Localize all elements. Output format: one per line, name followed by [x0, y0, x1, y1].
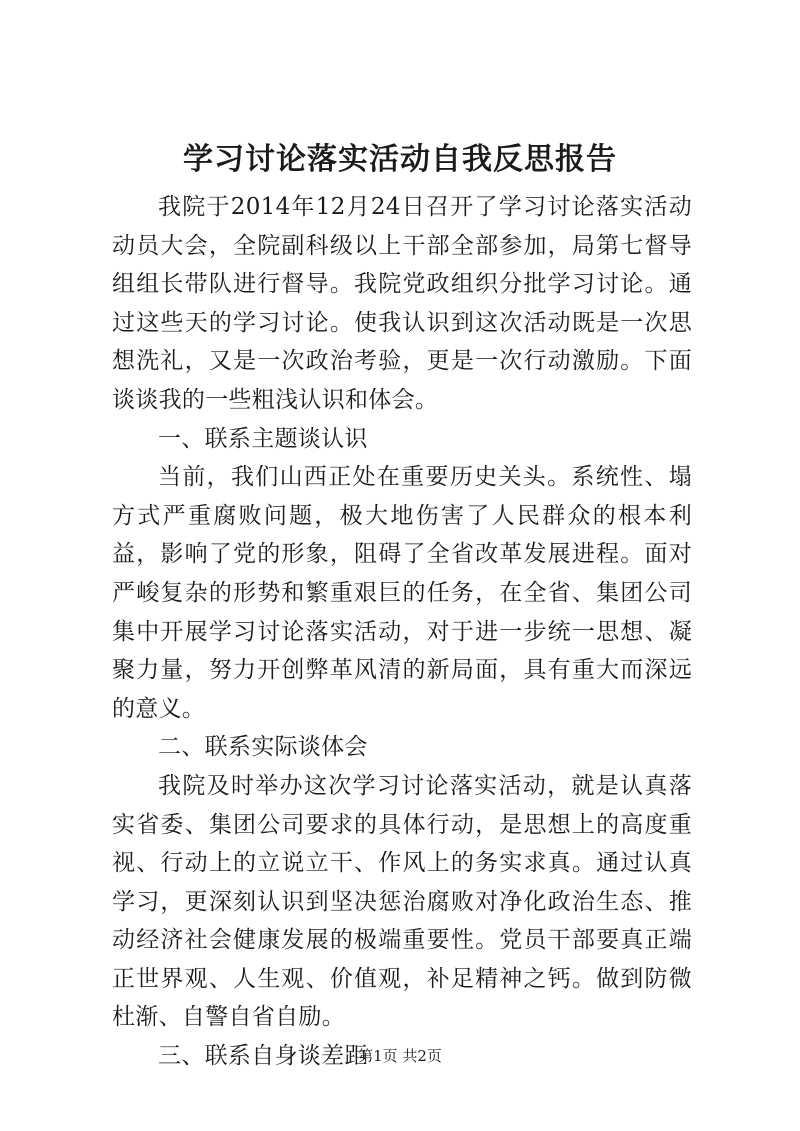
section-heading-1: 一、联系主题谈认识 [158, 425, 368, 452]
section-2-paragraph: 我院及时举办这次学习讨论落实活动，就是认真落实省委、集团公司要求的具体行动，是思想上的高度重视、行动上的立说立干、作风上的务实求真。通过认真学习，更深刻认识到坚决惩治腐败对净化政治生态、推动经济社会健康发展的极端重要性。党员干部要真正端正世界观、人生观、价值观，补足精神之钙。做到防微杜渐、自警自省自励。 [112, 772, 692, 1031]
section-heading-2: 二、联系实际谈体会 [158, 734, 368, 761]
document-body [112, 188, 692, 1076]
section-1-paragraph: 当前，我们山西正处在重要历史关头。系统性、塌方式严重腐败问题，极大地伤害了人民群众的根本利益，影响了党的形象，阻碍了全省改革发展进程。面对严峻复杂的形势和繁重艰巨的任务，在全省、集团公司集中开展学习讨论落实活动，对于进一步统一思想、凝聚力量，努力开创弊革风清的新局面，具有重大而深远的意义。 [112, 464, 692, 722]
section-heading-3: 三、联系自身谈差距 [158, 1043, 368, 1070]
intro-paragraph: 我院于2014年12月24日召开了学习讨论落实活动动员大会，全院副科级以上干部全部参加，局第七督导组组长带队进行督导。我院党政组织分批学习讨论。通过这些天的学习讨论。使我认识到这次活动既是一次思想洗礼，又是一次政治考验，更是一次行动激励。下面谈谈我的一些粗浅认识和体会。 [112, 194, 692, 413]
document-title: 学习讨论落实活动自我反思报告 [183, 142, 617, 177]
page-footer: 第1页 共2页 [358, 1047, 442, 1065]
